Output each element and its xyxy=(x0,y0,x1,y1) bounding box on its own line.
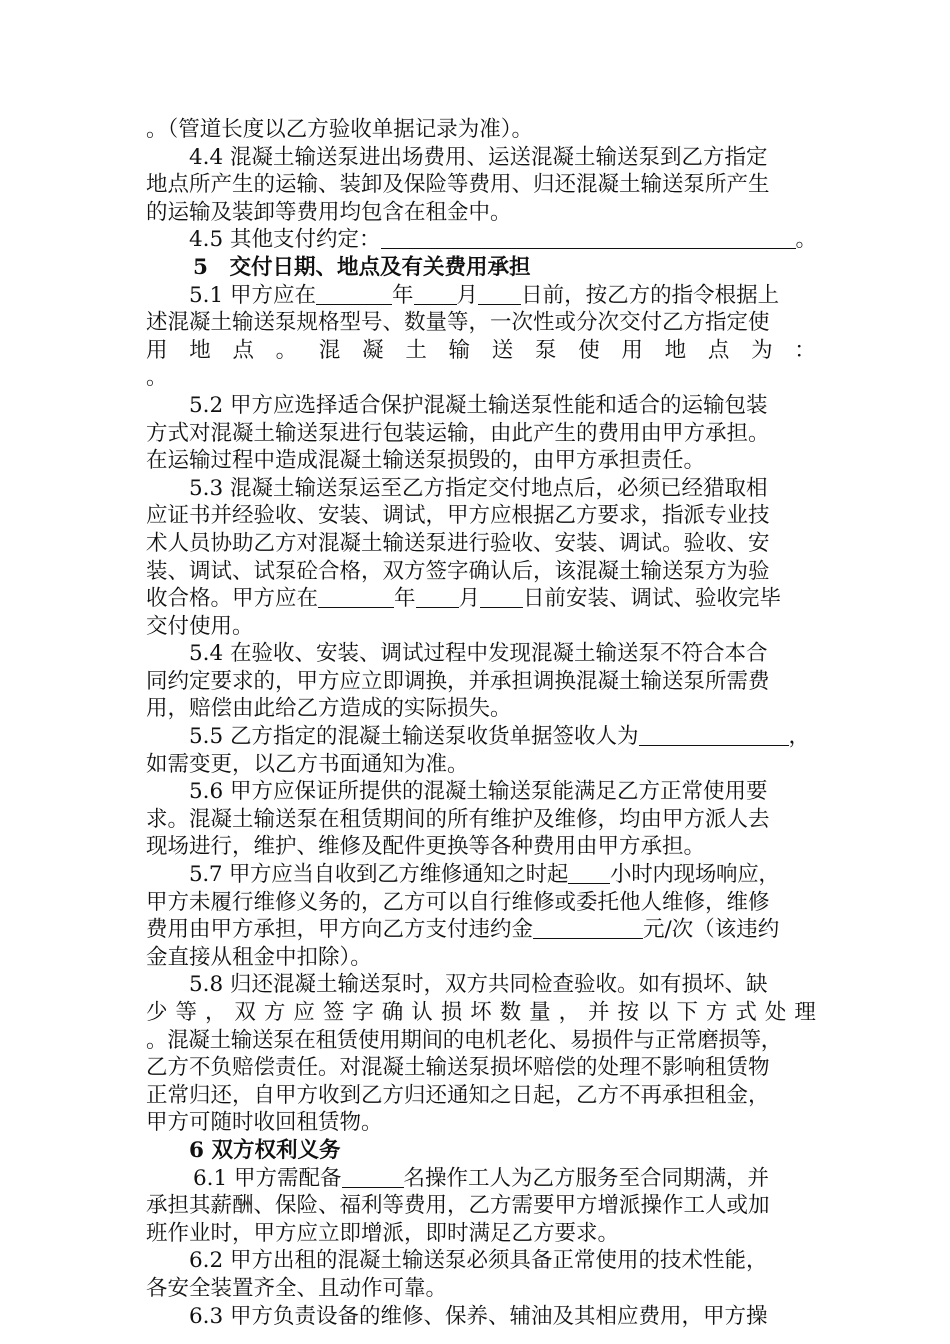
char: 少 xyxy=(146,1000,168,1025)
blank-day xyxy=(480,586,523,608)
text-line: 述混凝土输送泵规格型号、数量等，一次性或分次交付乙方指定使 xyxy=(146,310,770,336)
char: 泵 xyxy=(534,337,557,363)
char: ： xyxy=(794,337,816,363)
char: 数 xyxy=(499,1000,522,1025)
section-6-heading: 6 双方权利义务 xyxy=(189,1137,341,1163)
clause-5-7 xyxy=(146,861,816,889)
text-line: 各安全装置齐全、且动作可靠。 xyxy=(146,1275,448,1301)
char: 字 xyxy=(352,1000,374,1025)
blank-worker-count xyxy=(342,1166,404,1188)
clause-5-4: 5.4 在验收、安装、调试过程中发现混凝土输送泵不符合本合 xyxy=(189,641,768,667)
char: 理 xyxy=(794,1000,816,1025)
char: 混 xyxy=(318,337,341,363)
section-5-heading: 5 交付日期、地点及有关费用承担 xyxy=(193,254,531,280)
clause-5-8: 5.8 归还混凝土输送泵时，双方共同检查验收。如有损坏、缺 xyxy=(189,972,768,998)
text-segment: ， xyxy=(788,724,811,750)
char: 下 xyxy=(676,1000,698,1025)
blank-hours xyxy=(568,862,610,884)
char: 等 xyxy=(175,1000,197,1025)
char: 土 xyxy=(405,337,427,363)
text-line xyxy=(146,585,816,613)
char: 按 xyxy=(617,1000,640,1025)
text-line: 应证书并经验收、安装、调试，甲方应根据乙方要求，指派专业技 xyxy=(146,503,770,529)
char: 坏 xyxy=(470,1000,492,1025)
text-line: 同约定要求的，甲方应立即调换，并承担调换混凝土输送泵所需费 xyxy=(146,668,770,694)
char: ， xyxy=(204,1000,227,1025)
char: 量 xyxy=(529,1000,551,1025)
text-segment: 年 xyxy=(392,282,414,308)
char: 认 xyxy=(411,1000,433,1025)
text-line: 金直接从租金中扣除）。 xyxy=(146,944,372,970)
char: 地 xyxy=(189,337,211,363)
blank-signatory xyxy=(639,724,789,746)
clause-5-3: 5.3 混凝土输送泵运至乙方指定交付地点后，必须已经猎取相 xyxy=(189,475,768,501)
char: 以 xyxy=(646,1000,669,1025)
contract-page xyxy=(146,116,816,1330)
text-segment: 5.7 甲方应当自收到乙方维修通知之时起 xyxy=(189,862,569,888)
blank-field xyxy=(381,227,796,249)
text-segment: 日前，按乙方的指令根据上 xyxy=(521,282,780,308)
clause-6-2: 6.2 甲方出租的混凝土输送泵必须具备正常使用的技术性能， xyxy=(189,1248,768,1274)
char: 凝 xyxy=(362,337,384,363)
text-line: 求。混凝土输送泵在租赁期间的所有维护及维修，均由甲方派人去 xyxy=(146,806,770,832)
clause-5-6: 5.6 甲方应保证所提供的混凝土输送泵能满足乙方正常使用要 xyxy=(189,779,768,805)
text-line: 正常归还，自甲方收到乙方归还通知之日起，乙方不再承担租金， xyxy=(146,1082,770,1108)
char: 为 xyxy=(751,337,773,363)
justified-line xyxy=(146,999,816,1027)
text-segment: 收合格。甲方应在 xyxy=(146,586,319,612)
text-segment: 月 xyxy=(456,282,479,308)
blank-day xyxy=(478,283,521,305)
char: 点 xyxy=(232,337,254,363)
text-line: 方式对混凝土输送泵进行包装运输，由此产生的费用由甲方承担。 xyxy=(146,420,770,446)
text-segment: 费用由甲方承担，甲方向乙方支付违约金 xyxy=(146,917,534,943)
text-segment: 小时内现场响应， xyxy=(610,862,780,888)
text-line: 在运输过程中造成混凝土输送泵损毁的，由甲方承担责任。 xyxy=(146,448,706,474)
char: 用 xyxy=(146,337,168,363)
text-line: 。 xyxy=(146,365,168,391)
text-line: 装、调试、试泵砼合格，双方签字确认后，该混凝土输送泵方为验 xyxy=(146,558,770,584)
text-line: 甲方可随时收回租赁物。 xyxy=(146,1110,383,1136)
char: 损 xyxy=(440,1000,463,1025)
text-line: 。混凝土输送泵在租赁使用期间的电机老化、易损件与正常磨损等， xyxy=(146,1027,783,1053)
char: 签 xyxy=(322,1000,345,1025)
text-segment: 5.5 乙方指定的混凝土输送泵收货单据签收人为 xyxy=(189,724,639,750)
text-line: 。（管道长度以乙方验收单据记录为准）。 xyxy=(146,117,534,142)
char: 方 xyxy=(705,1000,728,1025)
char: 并 xyxy=(588,1000,610,1025)
text-line: 用，赔偿由此给乙方造成的实际损失。 xyxy=(146,696,512,722)
char: 点 xyxy=(707,337,730,363)
text-line: 术人员协助乙方对混凝土输送泵进行验收、安装、调试。验收、安 xyxy=(146,530,770,556)
clause-5-5 xyxy=(146,723,816,751)
text-line: 的运输及装卸等费用均包含在租金中。 xyxy=(146,199,512,225)
clause-4-4: 4.4 混凝土输送泵进出场费用、运送混凝土输送泵到乙方指定 xyxy=(189,144,768,170)
text-line: 班作业时，甲方应立即增派，即时满足乙方要求。 xyxy=(146,1220,620,1246)
char: 双 xyxy=(234,1000,256,1025)
text-segment: 日前安装、调试、验收完毕 xyxy=(523,586,782,612)
char: 式 xyxy=(735,1000,757,1025)
text-line: 现场进行，维护、维修及配件更换等各种费用由甲方承担。 xyxy=(146,834,706,860)
clause-5-2: 5.2 甲方应选择适合保护混凝土输送泵性能和适合的运输包装 xyxy=(189,392,768,418)
clause-6-3: 6.3 甲方负责设备的维修、保养、辅油及其相应费用，甲方操 xyxy=(189,1303,768,1329)
char: 输 xyxy=(448,337,471,363)
blank-month xyxy=(414,283,457,305)
text-segment: 4.5 其他支付约定： xyxy=(189,227,381,253)
text-segment: 月 xyxy=(458,586,481,612)
char: 使 xyxy=(578,337,600,363)
text-segment: 5.1 甲方应在 xyxy=(189,282,317,308)
char: 处 xyxy=(764,1000,787,1025)
text-segment: 6.1 甲方需配备 xyxy=(193,1165,342,1191)
text-line: 乙方不负赔偿责任。对混凝土输送泵损坏赔偿的处理不影响租赁物 xyxy=(146,1055,770,1081)
text-line xyxy=(146,916,816,944)
char: 地 xyxy=(664,337,687,363)
text-line: 地点所产生的运输、装卸及保险等费用、归还混凝土输送泵所产生 xyxy=(146,172,770,198)
char: 方 xyxy=(263,1000,286,1025)
blank-month xyxy=(416,586,459,608)
text-line: 交付使用。 xyxy=(146,613,254,639)
char: 。 xyxy=(275,337,298,363)
text-segment: 名操作工人为乙方服务至合同期满，并 xyxy=(403,1165,770,1191)
char: ， xyxy=(558,1000,581,1025)
text-segment: 元/次（该违约 xyxy=(643,917,780,943)
clause-6-1 xyxy=(146,1165,816,1193)
justified-line xyxy=(146,337,816,365)
text-line: 甲方未履行维修义务的，乙方可以自行维修或委托他人维修，维修 xyxy=(146,889,770,915)
text-line: 如需变更，以乙方书面通知为准。 xyxy=(146,751,469,777)
text-segment: 。 xyxy=(795,227,818,253)
clause-4-5 xyxy=(146,226,816,254)
blank-year xyxy=(316,283,392,305)
text-segment: 年 xyxy=(394,586,416,612)
text-line: 承担其薪酬、保险、福利等费用，乙方需要甲方增派操作工人或加 xyxy=(146,1193,770,1219)
char: 应 xyxy=(293,1000,315,1025)
blank-year xyxy=(318,586,394,608)
clause-5-1 xyxy=(146,282,816,310)
char: 送 xyxy=(491,337,514,363)
blank-penalty xyxy=(533,917,643,939)
char: 用 xyxy=(621,337,643,363)
char: 确 xyxy=(381,1000,404,1025)
